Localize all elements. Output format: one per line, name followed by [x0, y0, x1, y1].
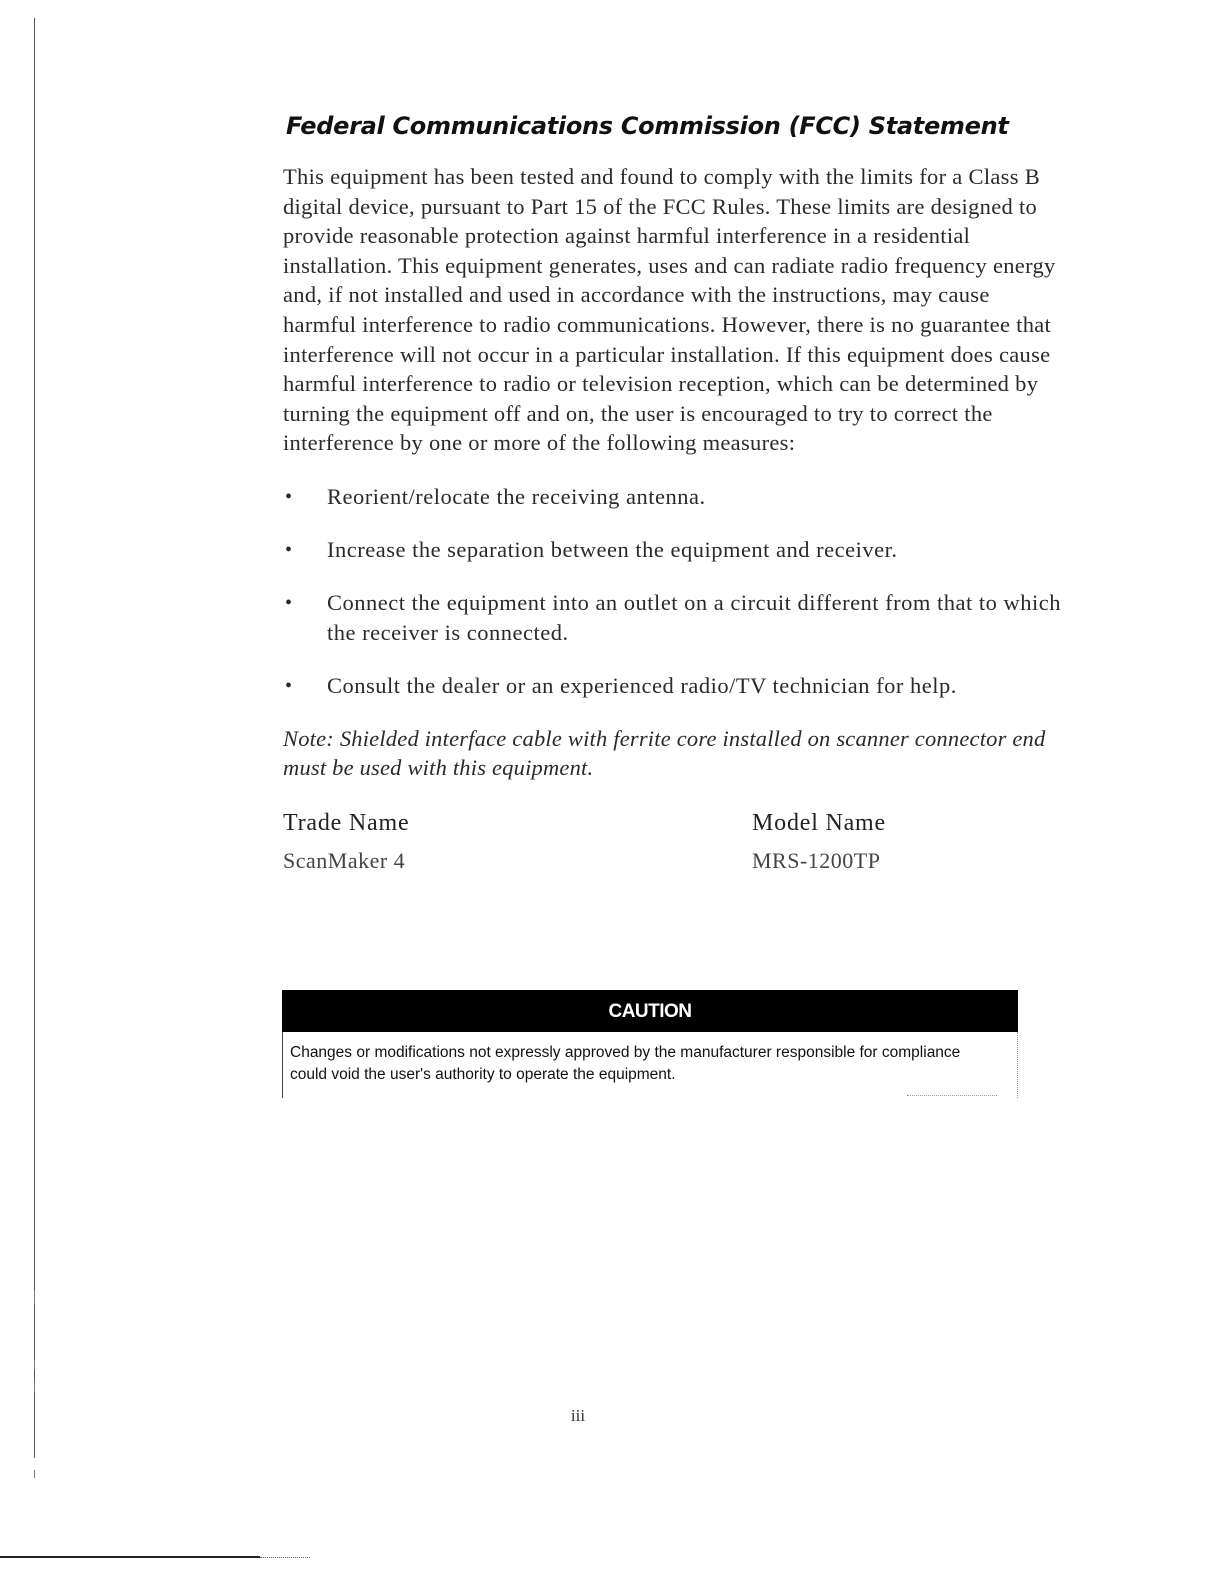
bottom-rule-tail	[260, 1557, 310, 1558]
list-item	[283, 588, 1063, 648]
measure-text: Increase the separation between the equipment and receiver.	[327, 536, 898, 562]
bullet-icon: •	[285, 674, 293, 697]
binding-mark	[34, 1290, 35, 1304]
page-title: Federal Communications Commission (FCC) Statement	[286, 112, 1009, 140]
binding-mark	[34, 1470, 35, 1478]
list-item	[283, 482, 1063, 512]
measure-text: Reorient/relocate the receiving antenna.	[327, 483, 706, 509]
product-names	[283, 808, 1063, 888]
bullet-icon: •	[285, 485, 293, 508]
binding-mark	[34, 1380, 35, 1392]
caution-dotted-edge	[907, 1095, 997, 1096]
model-name-value: MRS-1200TP	[752, 847, 881, 873]
trade-name-value: ScanMaker 4	[283, 847, 406, 873]
bullet-icon: •	[285, 538, 293, 561]
measure-text: Connect the equipment into an outlet on a circuit different from that to which the receiver is connected.	[327, 589, 1062, 645]
measures-list	[283, 482, 1063, 701]
list-item	[283, 671, 1063, 701]
binding-line	[34, 18, 35, 1458]
caution-box	[282, 990, 1018, 1098]
fcc-statement-paragraph: This equipment has been tested and found to comply with the limits for a Class B digital device, pursuant to Part 15 of the FCC Rules. These limits are designed to provide reasonable protection against harmful interference in a residential installation. This equipment generates, uses and can radiate radio frequency energy and, if not installed and used in accordance with the instructions, may cause harmful interference to radio communications. However, there is no guarantee that interference will not occur in a particular installation. If this equipment does cause harmful interference to radio or television reception, which can be determined by turning the equipment off and on, the user is encouraged to try to correct the interference by one or more of the following measures:	[283, 164, 1056, 456]
page-number: iii	[570, 1406, 586, 1425]
caution-text-box	[282, 1032, 1018, 1098]
trade-name-column	[283, 808, 409, 875]
trade-name-label: Trade Name	[283, 809, 410, 836]
bullet-icon: •	[285, 591, 293, 614]
shielded-cable-note: Note: Shielded interface cable with ferrite core installed on scanner connector end must be used with this equipment.	[283, 725, 1046, 780]
list-item	[283, 535, 1063, 565]
caution-heading: CAUTION	[282, 990, 1018, 1032]
binding-mark	[34, 1360, 35, 1370]
measure-text: Consult the dealer or an experienced radio/TV technician for help.	[327, 672, 957, 698]
model-name-label: Model Name	[752, 809, 886, 836]
page-content	[283, 112, 1063, 888]
model-name-column	[752, 808, 886, 875]
bottom-rule	[0, 1556, 260, 1558]
caution-text: Changes or modifications not expressly approved by the manufacturer responsible for compliance could void the user's authority to operate the equipment.	[290, 1044, 961, 1083]
